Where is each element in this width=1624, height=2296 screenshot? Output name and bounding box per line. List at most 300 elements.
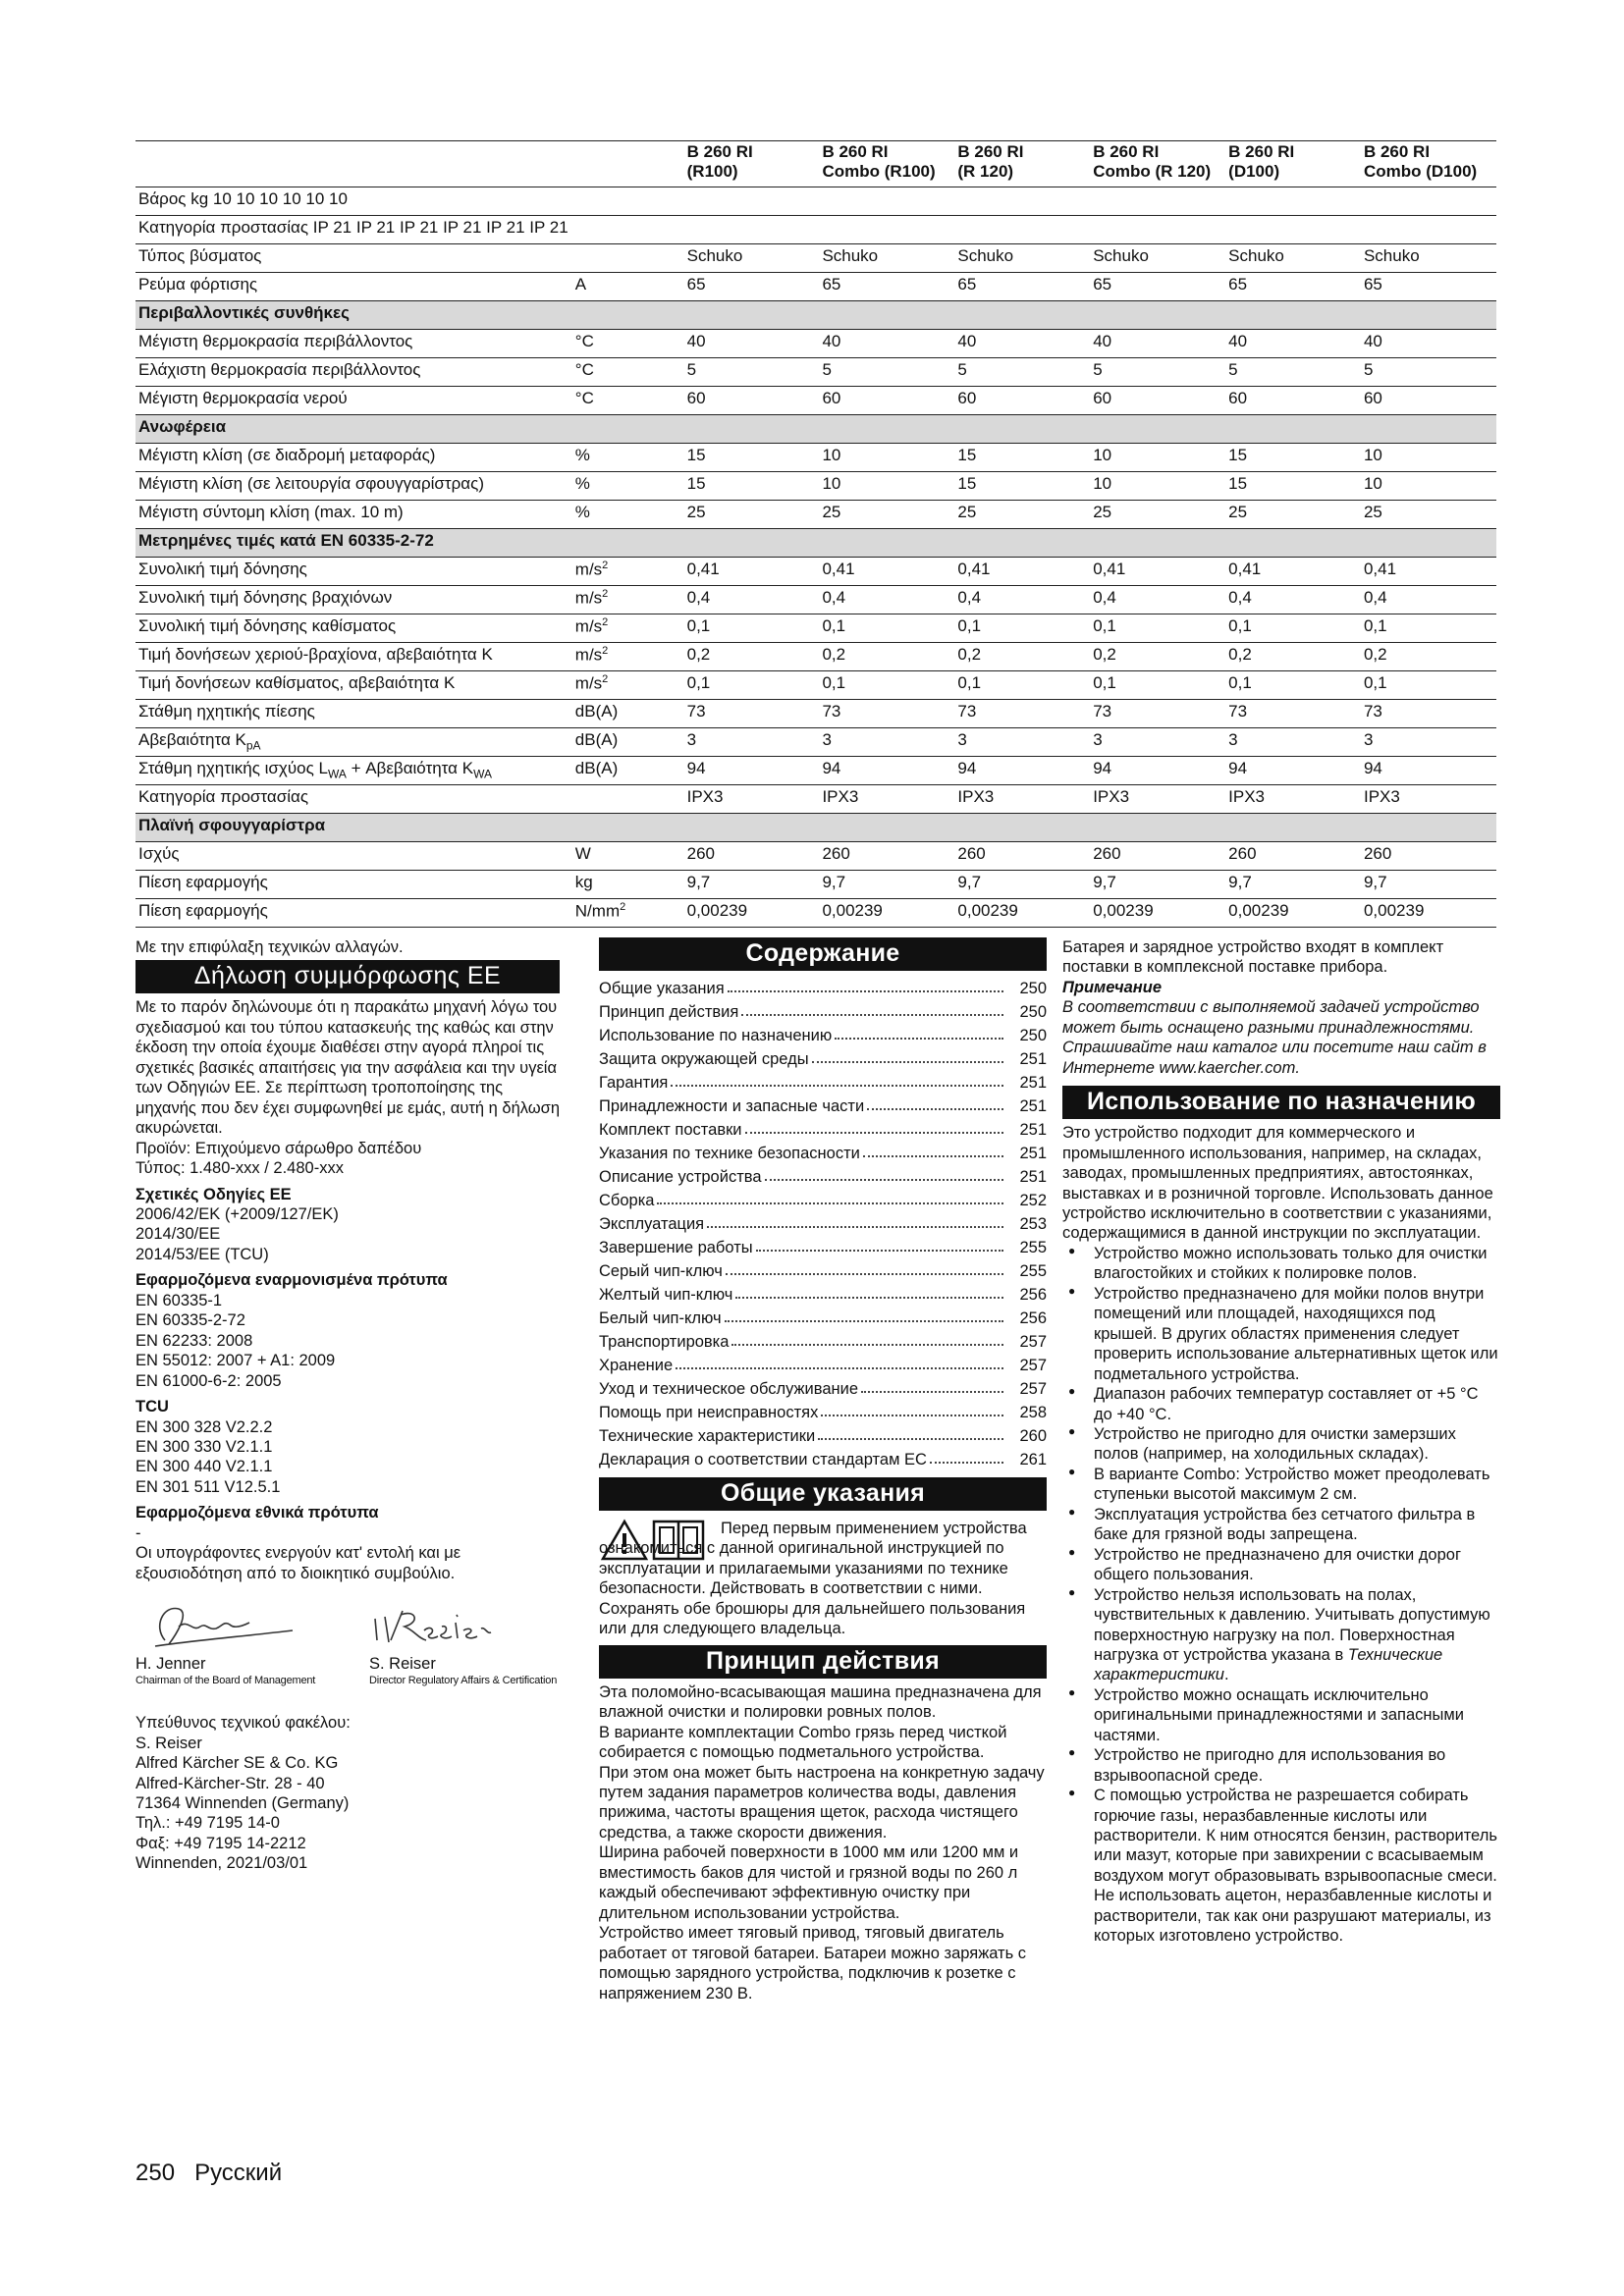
value-cell: 73 — [1090, 700, 1225, 728]
toc-page: 257 — [1019, 1332, 1047, 1351]
row-label: Μέγιστη κλίση (σε διαδρομή μεταφοράς) — [135, 444, 572, 472]
value-cell: 94 — [1225, 757, 1361, 785]
value-cell: 9,7 — [1361, 871, 1496, 899]
value-cell: 0,41 — [1090, 558, 1225, 586]
section-title: Περιβαλλοντικές συνθήκες — [135, 301, 1496, 330]
value-cell: 260 — [1361, 842, 1496, 871]
value-cell: 15 — [1225, 472, 1361, 501]
toc-dots — [863, 1155, 1003, 1157]
value-cell: 60 — [1361, 387, 1496, 415]
toc-row — [599, 1187, 1047, 1210]
value-cell: 10 — [819, 472, 954, 501]
value-cell: 0,1 — [819, 614, 954, 643]
toc-row — [599, 1140, 1047, 1163]
toc-dots — [812, 1061, 1003, 1063]
table-row — [135, 728, 1496, 757]
toc-dots — [741, 1014, 1003, 1016]
value-cell: Schuko — [684, 244, 820, 273]
toc-row — [599, 1328, 1047, 1352]
table-row — [135, 871, 1496, 899]
value-cell: 73 — [684, 700, 820, 728]
signer-title: Chairman of the Board of Management — [135, 1674, 316, 1686]
toc-dots — [728, 990, 1003, 992]
list-item: ● Устройство не пригодно для использования во взрывоопасной среде. — [1062, 1745, 1500, 1786]
table-row — [135, 501, 1496, 529]
toc-title: Принцип действия — [599, 1002, 739, 1021]
list-item: ● Устройство предназначено для мойки полов внутри помещений или площадей, находящихся под крышей. В других областях применения следует проверить использование альтернативных щеток или подметального устройства. — [1062, 1284, 1500, 1384]
value-cell: 40 — [1361, 330, 1496, 358]
national-standards-list — [135, 1523, 560, 1543]
handwritten-signature-icon — [369, 1597, 536, 1654]
value-cell: 0,4 — [684, 586, 820, 614]
value-cell: 5 — [1225, 358, 1361, 387]
toc-row — [599, 1163, 1047, 1187]
value-cell: IPX3 — [1361, 785, 1496, 814]
value-cell: 0,41 — [954, 558, 1090, 586]
value-cell: IPX3 — [954, 785, 1090, 814]
toc-title: Использование по назначению — [599, 1026, 833, 1044]
table-row — [135, 358, 1496, 387]
eu-declaration-heading: Δήλωση συμμόρφωσης ΕΕ — [135, 960, 560, 993]
intended-use-list — [1062, 1244, 1500, 1947]
value-cell: 65 — [1361, 273, 1496, 301]
value-cell: 60 — [684, 387, 820, 415]
toc-row — [599, 975, 1047, 998]
row-label: Τύπος βύσματος — [135, 244, 572, 273]
footer-language: Русский — [194, 2160, 283, 2186]
value-cell: 0,2 — [819, 643, 954, 671]
list-item: ● Устройство не предназначено для очистки дорог общего пользования. — [1062, 1545, 1500, 1585]
toc-page: 251 — [1019, 1073, 1047, 1092]
value-cell: 65 — [1090, 273, 1225, 301]
value-cell: 10 — [1361, 444, 1496, 472]
value-cell: 0,2 — [954, 643, 1090, 671]
value-cell: 260 — [1225, 842, 1361, 871]
function-principle-text — [599, 1682, 1047, 2003]
value-cell: Schuko — [1090, 244, 1225, 273]
toc-title: Сборка — [599, 1191, 655, 1209]
spec-table-body — [135, 187, 1496, 928]
toc-page: 255 — [1019, 1261, 1047, 1280]
table-of-contents — [599, 975, 1047, 1469]
value-cell: 40 — [819, 330, 954, 358]
value-cell: 94 — [819, 757, 954, 785]
toc-row — [599, 1281, 1047, 1305]
row-label: Στάθμη ηχητικής πίεσης — [135, 700, 572, 728]
row-unit: $N/mm^2$ — [572, 899, 684, 928]
list-item: ● Устройство можно оснащать исключительно оригинальными принадлежностями и запасными частями. — [1062, 1685, 1500, 1745]
tcu-item: EN 300 330 V2.1.1 — [135, 1437, 273, 1456]
toc-row — [599, 1257, 1047, 1281]
toc-title: Указания по технике безопасности — [599, 1144, 860, 1162]
national-standards-title: Εφαρμοζόμενα εθνικά πρότυπα — [135, 1504, 379, 1522]
model-header: B 260 RI (R 120) — [954, 141, 1090, 187]
table-row — [135, 757, 1496, 785]
row-unit: °C — [572, 330, 684, 358]
model-header: B 260 RI (D100) — [1225, 141, 1361, 187]
standard-item: EN 60335-2-72 — [135, 1311, 245, 1330]
header-blank — [572, 141, 684, 187]
row-unit: °C — [572, 387, 684, 415]
table-row — [135, 671, 1496, 700]
value-cell: 0,1 — [1090, 614, 1225, 643]
row-unit: $m/s^2$ — [572, 614, 684, 643]
row-label: Στάθμη ηχητικής ισχύος $L_{WA} + A\beta\varepsilon\beta\alpha\iota ό\tau\eta\tau\alpha$ $K_{WA}$ — [135, 757, 572, 785]
value-cell: 15 — [684, 444, 820, 472]
toc-title: Хранение — [599, 1356, 674, 1374]
value-cell: Schuko — [1361, 244, 1496, 273]
value-cell: 0,1 — [684, 614, 820, 643]
value-cell: 3 — [1225, 728, 1361, 757]
value-cell: 60 — [819, 387, 954, 415]
national-standard-item: - — [135, 1523, 141, 1542]
signers-text: Οι υπογράφοντες ενεργούν κατ' εντολή και με εξουσιοδότηση από το διοικητικό συμβούλιο. — [135, 1544, 461, 1582]
table-row — [135, 244, 1496, 273]
toc-title: Завершение работы — [599, 1238, 753, 1256]
section-title: Μετρημένες τιμές κατά EN 60335-2-72 — [135, 529, 1496, 558]
list-item: ● Устройство нельзя использовать на полах, чувствительных к давлению. Учитывать допустимую поверхностную нагрузку на пол. Поверхностная нагрузка от устройства указана в Технические характеристики. — [1062, 1585, 1500, 1685]
value-cell: Schuko — [819, 244, 954, 273]
row-unit — [572, 785, 684, 814]
value-cell: 73 — [1361, 700, 1496, 728]
tcu-item: EN 300 328 V2.2.2 — [135, 1417, 273, 1436]
value-cell: 65 — [954, 273, 1090, 301]
left-column — [135, 937, 560, 1874]
toc-page: 250 — [1019, 979, 1047, 997]
value-cell: 9,7 — [1225, 871, 1361, 899]
table-row — [135, 216, 1496, 244]
value-cell: 3 — [1361, 728, 1496, 757]
toc-row — [599, 1234, 1047, 1257]
value-cell: 60 — [1090, 387, 1225, 415]
toc-page: 251 — [1019, 1167, 1047, 1186]
value-cell: 0,1 — [954, 671, 1090, 700]
row-label: Πίεση εφαρμογής — [135, 899, 572, 928]
toc-title: Защита окружающей среды — [599, 1049, 809, 1068]
toc-page: 251 — [1019, 1096, 1047, 1115]
list-item: ● С помощью устройства не разрешается собирать горючие газы, неразбавленные кислоты или растворители. К ним относятся бензин, растворитель или мазут, которые при завихрении с всасываемым воздухом могут образовывать взрывоопасные смеси. Не использовать ацетон, неразбавленные кислоты и растворители, так как они разрушают материалы, из которых изготовлено устройство. — [1062, 1786, 1500, 1947]
row-unit: °C — [572, 358, 684, 387]
table-row — [135, 558, 1496, 586]
table-row — [135, 586, 1496, 614]
row-unit: $m/s^2$ — [572, 558, 684, 586]
page-footer — [135, 2158, 282, 2188]
value-cell: 10 — [1090, 444, 1225, 472]
signer-title: Director Regulatory Affairs & Certification — [369, 1674, 558, 1686]
value-cell: 0,1 — [684, 671, 820, 700]
value-cell: 15 — [954, 472, 1090, 501]
tcu-list — [135, 1417, 560, 1498]
general-notes-heading: Общие указания — [599, 1477, 1047, 1511]
toc-row — [599, 1045, 1047, 1069]
signatures — [135, 1597, 560, 1713]
row-unit: kg — [572, 871, 684, 899]
section-row — [135, 415, 1496, 444]
row-label: Τιμή δονήσεων χεριού-βραχίονα, αβεβαιότητα K — [135, 643, 572, 671]
value-cell: 0,2 — [684, 643, 820, 671]
value-cell: 3 — [684, 728, 820, 757]
toc-page: 257 — [1019, 1356, 1047, 1374]
toc-dots — [835, 1038, 1003, 1040]
tcu-item: EN 301 511 V12.5.1 — [135, 1477, 281, 1496]
value-cell: 0,00239 — [684, 899, 820, 928]
toc-title: Гарантия — [599, 1073, 669, 1092]
toc-title: Общие указания — [599, 979, 725, 997]
toc-page: 255 — [1019, 1238, 1047, 1256]
table-row — [135, 700, 1496, 728]
value-cell: 9,7 — [954, 871, 1090, 899]
table-row — [135, 472, 1496, 501]
toc-title: Эксплуатация — [599, 1214, 705, 1233]
value-cell: 0,00239 — [1361, 899, 1496, 928]
toc-page: 261 — [1019, 1450, 1047, 1468]
tcu-item: EN 300 440 V2.1.1 — [135, 1458, 273, 1476]
value-cell: 0,1 — [1225, 671, 1361, 700]
list-item: ● Диапазон рабочих температур составляет от +5 °C до +40 °C. — [1062, 1384, 1500, 1424]
value-cell: IPX3 — [1090, 785, 1225, 814]
row-unit: dB(A) — [572, 757, 684, 785]
table-row — [135, 444, 1496, 472]
value-cell: 94 — [1361, 757, 1496, 785]
toc-dots — [707, 1226, 1003, 1228]
row-unit: $m/s^2$ — [572, 671, 684, 700]
contact-line: Τηλ.: +49 7195 14-0 — [135, 1814, 280, 1833]
standards-list — [135, 1291, 560, 1391]
contact-line: 71364 Winnenden (Germany) — [135, 1793, 350, 1812]
declaration-intro: Με το παρόν δηλώνουμε ότι η παρακάτω μηχανή λόγω του σχεδιασμού και του τύπου κατασκευής της καθώς και στην έκδοση την οποία έχουμε διαθέσει στην αγορά πληροί τις σχετικές βασικές απαιτήσεις για την ασφάλεια και την υγεία των Οδηγιών ΕΕ. Σε περίπτωση τροποποίησης της μηχανής που δεν έχει συμφωνηθεί με εμάς, αυτή η δήλωση ακυρώνεται. — [135, 998, 561, 1138]
value-cell: 260 — [684, 842, 820, 871]
value-cell: 9,7 — [1090, 871, 1225, 899]
list-item: ● Эксплуатация устройства без сетчатого фильтра в баке для грязной воды запрещена. — [1062, 1505, 1500, 1545]
signer-name: H. Jenner — [135, 1655, 206, 1674]
toc-dots — [676, 1367, 1003, 1369]
value-cell: 94 — [1090, 757, 1225, 785]
list-item: ● В варианте Combo: Устройство может преодолевать ступеньки высотой максимум 2 см. — [1062, 1465, 1500, 1505]
value-cell: 0,00239 — [1225, 899, 1361, 928]
toc-dots — [930, 1462, 1003, 1464]
section-row — [135, 529, 1496, 558]
value-cell: IPX3 — [819, 785, 954, 814]
row-label: Αβεβαιότητα $K_{pA}$ — [135, 728, 572, 757]
signer-name: S. Reiser — [369, 1655, 436, 1674]
toc-title: Серый чип-ключ — [599, 1261, 723, 1280]
row-unit: W — [572, 842, 684, 871]
value-cell: 0,4 — [1225, 586, 1361, 614]
toc-page: 253 — [1019, 1214, 1047, 1233]
value-cell: 0,1 — [1361, 671, 1496, 700]
list-item: ● Устройство не пригодно для очистки замерзших полов (например, на холодильных складах). — [1062, 1424, 1500, 1465]
toc-page: 250 — [1019, 1026, 1047, 1044]
toc-row — [599, 1069, 1047, 1093]
value-cell: 0,1 — [1361, 614, 1496, 643]
toc-page: 256 — [1019, 1308, 1047, 1327]
toc-row — [599, 1399, 1047, 1422]
value-cell: 60 — [1225, 387, 1361, 415]
value-cell: 65 — [684, 273, 820, 301]
value-cell: 0,2 — [1225, 643, 1361, 671]
signature-reiser — [369, 1597, 566, 1687]
page-number: 250 — [135, 2160, 176, 2186]
row-unit — [572, 244, 684, 273]
value-cell: 94 — [954, 757, 1090, 785]
standard-item: EN 61000-6-2: 2005 — [135, 1371, 282, 1390]
value-cell: 40 — [684, 330, 820, 358]
value-cell: 25 — [954, 501, 1090, 529]
table-row — [135, 899, 1496, 928]
toc-page: 250 — [1019, 1002, 1047, 1021]
value-cell: 260 — [954, 842, 1090, 871]
model-header: B 260 RI Combo (D100) — [1361, 141, 1496, 187]
section-title: Ανωφέρεια — [135, 415, 1496, 444]
row-label: Ρεύμα φόρτισης — [135, 273, 572, 301]
value-cell: 5 — [1090, 358, 1225, 387]
value-cell: 5 — [819, 358, 954, 387]
value-cell: 5 — [684, 358, 820, 387]
table-row — [135, 387, 1496, 415]
value-cell: 10 — [819, 444, 954, 472]
section-row — [135, 814, 1496, 842]
paragraph: Устройство имеет тяговый привод, тяговый двигатель работает от тяговой батареи. Батареи можно заряжать с помощью зарядного устройства, подключив к розетке с напряжением 230 В. — [599, 1924, 1027, 2002]
value-cell: 0,1 — [1225, 614, 1361, 643]
model-header: B 260 RI Combo (R100) — [819, 141, 954, 187]
value-cell: 0,41 — [684, 558, 820, 586]
toc-title: Декларация о соответствии стандартам ЕС — [599, 1450, 927, 1468]
battery-text: Батарея и зарядное устройство входят в комплект поставки в комплексной поставке прибора. — [1062, 938, 1444, 977]
row-unit: dB(A) — [572, 700, 684, 728]
contact-line: Alfred-Kärcher-Str. 28 - 40 — [135, 1774, 325, 1792]
toc-dots — [765, 1179, 1003, 1181]
value-cell: 0,2 — [1361, 643, 1496, 671]
toc-dots — [731, 1344, 1003, 1346]
toc-dots — [671, 1085, 1003, 1087]
value-cell: 3 — [1090, 728, 1225, 757]
row-unit: $m/s^2$ — [572, 643, 684, 671]
row-label: Πίεση εφαρμογής — [135, 871, 572, 899]
row-unit: dB(A) — [572, 728, 684, 757]
toc-row — [599, 1305, 1047, 1328]
toc-row — [599, 1422, 1047, 1446]
value-cell: 5 — [954, 358, 1090, 387]
row-unit: % — [572, 444, 684, 472]
directive-item: 2006/42/ΕΚ (+2009/127/ΕΚ) — [135, 1204, 339, 1223]
toc-title: Принадлежности и запасные части — [599, 1096, 865, 1115]
value-cell: 0,2 — [1090, 643, 1225, 671]
toc-row — [599, 1446, 1047, 1469]
value-cell: 25 — [819, 501, 954, 529]
directives-list — [135, 1204, 560, 1264]
toc-page: 257 — [1019, 1379, 1047, 1398]
paragraph: Ширина рабочей поверхности в 1000 мм или 1200 мм и вместимость баков для чистой и грязной воды по 260 л каждый обеспечивают эффективную очистку при длительном использовании устройства. — [599, 1843, 1019, 1922]
function-principle-heading: Принцип действия — [599, 1645, 1047, 1679]
row-label: Συνολική τιμή δόνησης — [135, 558, 572, 586]
row-label: Συνολική τιμή δόνησης βραχιόνων — [135, 586, 572, 614]
row-label: Μέγιστη θερμοκρασία νερού — [135, 387, 572, 415]
toc-title: Описание устройства — [599, 1167, 762, 1186]
merged-row-cell: Κατηγορία προστασίας IP 21 IP 21 IP 21 IP 21 IP 21 IP 21 — [135, 216, 1496, 244]
value-cell: 260 — [819, 842, 954, 871]
note-text: В соответствии с выполняемой задачей устройство может быть оснащено разными принадлежностями. Спрашивайте наш каталог или посетите наш сайт в Интернете www.kaercher.com. — [1062, 998, 1487, 1077]
row-unit: A — [572, 273, 684, 301]
value-cell: 9,7 — [684, 871, 820, 899]
model-header: B 260 RI Combo (R 120) — [1090, 141, 1225, 187]
signature-jenner — [135, 1597, 332, 1687]
contact-line: Φαξ: +49 7195 14-2212 — [135, 1834, 306, 1852]
row-label: Τιμή δονήσεων καθίσματος, αβεβαιότητα K — [135, 671, 572, 700]
table-row — [135, 643, 1496, 671]
toc-dots — [867, 1108, 1003, 1110]
value-cell: 15 — [684, 472, 820, 501]
toc-title: Технические характеристики — [599, 1426, 816, 1445]
row-label: Μέγιστη σύντομη κλίση (max. 10 m) — [135, 501, 572, 529]
contact-line: Alfred Kärcher SE & Co. KG — [135, 1754, 339, 1773]
standard-item: EN 62233: 2008 — [135, 1331, 253, 1350]
row-unit: % — [572, 501, 684, 529]
toc-row — [599, 1210, 1047, 1234]
value-cell: 40 — [954, 330, 1090, 358]
value-cell: IPX3 — [1225, 785, 1361, 814]
value-cell: 73 — [954, 700, 1090, 728]
list-item: ● Устройство можно использовать только для очистки влагостойких и стойких к полировке полов. — [1062, 1244, 1500, 1284]
value-cell: 0,00239 — [1090, 899, 1225, 928]
merged-row-cell: Βάρος kg 10 10 10 10 10 10 — [135, 187, 1496, 216]
value-cell: 0,1 — [819, 671, 954, 700]
toc-title: Белый чип-ключ — [599, 1308, 722, 1327]
standard-item: EN 60335-1 — [135, 1291, 223, 1309]
row-unit: $m/s^2$ — [572, 586, 684, 614]
product-line: Προϊόν: Επιχούμενο σάρωθρο δαπέδου — [135, 1139, 422, 1157]
value-cell: 15 — [1225, 444, 1361, 472]
contact-line: Winnenden, 2021/03/01 — [135, 1854, 308, 1873]
general-warning-text: Перед первым применением устройства ознакомиться с данной оригинальной инструкцией по эксплуатации и прилагаемыми указаниями по технике безопасности. Действовать в соответствии с ними. — [599, 1520, 1027, 1598]
toc-dots — [861, 1391, 1003, 1393]
value-cell: 0,4 — [819, 586, 954, 614]
toc-title: Помощь при неисправностях — [599, 1403, 819, 1421]
toc-dots — [745, 1132, 1003, 1134]
toc-page: 251 — [1019, 1120, 1047, 1139]
toc-page: 251 — [1019, 1144, 1047, 1162]
value-cell: 65 — [1225, 273, 1361, 301]
contact-line: S. Reiser — [135, 1734, 202, 1752]
row-label: Συνολική τιμή δόνησης καθίσματος — [135, 614, 572, 643]
paragraph: В варианте комплектации Combo грязь перед чисткой собирается с помощью подметального устройства. — [599, 1723, 1007, 1762]
value-cell: 9,7 — [819, 871, 954, 899]
toc-row — [599, 1022, 1047, 1045]
toc-title: Уход и техническое обслуживание — [599, 1379, 859, 1398]
value-cell: 10 — [1361, 472, 1496, 501]
toc-dots — [818, 1438, 1003, 1440]
toc-page: 251 — [1019, 1049, 1047, 1068]
toc-row — [599, 1093, 1047, 1116]
table-row — [135, 330, 1496, 358]
value-cell: Schuko — [1225, 244, 1361, 273]
table-row — [135, 187, 1496, 216]
row-label: Μέγιστη κλίση (σε λειτουργία σφουγγαρίστρας) — [135, 472, 572, 501]
header-blank — [135, 141, 572, 187]
row-label: Κατηγορία προστασίας — [135, 785, 572, 814]
table-row — [135, 273, 1496, 301]
contact-block — [135, 1713, 560, 1874]
value-cell: 25 — [684, 501, 820, 529]
value-cell: 0,1 — [954, 614, 1090, 643]
toc-dots — [726, 1273, 1003, 1275]
toc-dots — [657, 1202, 1003, 1204]
handwritten-signature-icon — [135, 1597, 302, 1654]
value-cell: IPX3 — [684, 785, 820, 814]
intended-use-heading: Использование по назначению — [1062, 1086, 1500, 1119]
toc-heading: Содержание — [599, 937, 1047, 971]
toc-dots — [756, 1250, 1003, 1252]
toc-page: 256 — [1019, 1285, 1047, 1304]
